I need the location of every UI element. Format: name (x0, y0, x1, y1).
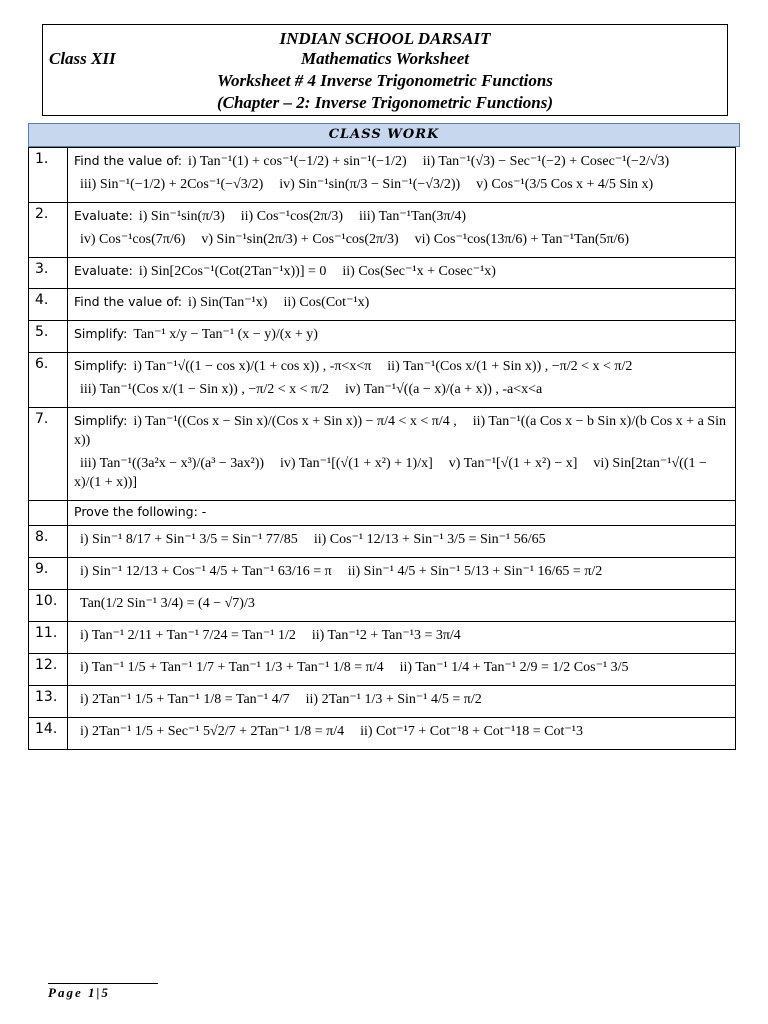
question-row (29, 289, 736, 321)
question-line (74, 153, 729, 172)
question-line (74, 455, 729, 493)
question-body (68, 622, 736, 654)
math-expression: i) Tan⁻¹ 2/11 + Tan⁻¹ 7/24 = Tan⁻¹ 1/2 (80, 628, 296, 644)
question-number: 1. (29, 148, 68, 203)
question-number: 11. (29, 622, 68, 654)
math-expression: v) Tan⁻¹[√(1 + x²) − x] (448, 455, 578, 471)
math-expression: ii) Cos(Sec⁻¹x + Cosec⁻¹x) (342, 263, 496, 279)
question-body (68, 590, 736, 622)
math-expression: v) Sin⁻¹sin(2π/3) + Cos⁻¹cos(2π/3) (201, 231, 399, 247)
question-lead: Simplify: (74, 358, 128, 374)
question-row (29, 321, 736, 353)
question-number: 9. (29, 558, 68, 590)
math-expression: vi) Sin[2tan⁻¹√((1 − x)/(1 + x))] (74, 455, 707, 490)
math-expression: i) Tan⁻¹ 1/5 + Tan⁻¹ 1/7 + Tan⁻¹ 1/3 + Tan⁻¹ 1/8 = π/4 (80, 660, 384, 676)
question-row (29, 408, 736, 501)
math-expression: iv) Tan⁻¹[(√(1 + x²) + 1)/x] (280, 455, 433, 471)
question-number: 12. (29, 654, 68, 686)
question-line (74, 595, 729, 614)
question-body (68, 353, 736, 408)
question-number: 13. (29, 685, 68, 717)
page-footer: Page 1|5 (48, 983, 158, 1001)
question-body (68, 257, 736, 289)
question-body (68, 148, 736, 203)
question-row (29, 654, 736, 686)
question-body (68, 526, 736, 558)
math-expression: iv) Tan⁻¹√((a − x)/(a + x)) , -a<x<a (344, 382, 543, 398)
question-number: 14. (29, 717, 68, 749)
question-line (74, 413, 729, 451)
question-line (74, 627, 729, 646)
question-body (68, 321, 736, 353)
question-line (74, 231, 729, 250)
question-row (29, 558, 736, 590)
question-row (29, 148, 736, 203)
question-number: 2. (29, 202, 68, 257)
question-number: 10. (29, 590, 68, 622)
question-number: 8. (29, 526, 68, 558)
math-expression: ii) Tan⁻¹(√3) − Sec⁻¹(−2) + Cosec⁻¹(−2/√3) (422, 154, 670, 169)
math-expression: iii) Sin⁻¹(−1/2) + 2Cos⁻¹(−√3/2) (80, 176, 264, 192)
math-expression: vi) Cos⁻¹cos(13π/6) + Tan⁻¹Tan(5π/6) (414, 231, 630, 247)
math-expression: i) 2Tan⁻¹ 1/5 + Sec⁻¹ 5√2/7 + 2Tan⁻¹ 1/8 = π/4 (80, 723, 345, 739)
math-expression: v) Cos⁻¹(3/5 Cos x + 4/5 Sin x) (476, 176, 654, 192)
question-row (29, 257, 736, 289)
question-line (74, 326, 729, 345)
math-expression: i) Tan⁻¹√((1 − cos x)/(1 + cos x)) , -π<x<π (133, 359, 372, 375)
question-number: 5. (29, 321, 68, 353)
question-line (74, 531, 729, 550)
question-row (29, 685, 736, 717)
math-expression: iii) Tan⁻¹Tan(3π/4) (359, 208, 467, 224)
question-line (74, 563, 729, 582)
question-body (68, 202, 736, 257)
question-number: 3. (29, 257, 68, 289)
math-expression: ii) Cot⁻¹7 + Cot⁻¹8 + Cot⁻¹18 = Cot⁻¹3 (360, 723, 583, 739)
math-expression: ii) 2Tan⁻¹ 1/3 + Sin⁻¹ 4/5 = π/2 (305, 691, 482, 707)
question-lead: Evaluate: (74, 262, 133, 278)
math-expression: iii) Tan⁻¹((3a²x − x³)/(a³ − 3ax²)) (80, 455, 265, 471)
question-line (74, 659, 729, 678)
question-row (29, 202, 736, 257)
question-lead: Find the value of: (74, 294, 183, 310)
question-line (74, 176, 729, 195)
question-lead: Evaluate: (74, 207, 133, 223)
questions-table (28, 147, 736, 750)
question-line (74, 358, 729, 377)
math-expression: i) Sin(Tan⁻¹x) (188, 295, 268, 311)
section-title-bar: CLASS WORK (28, 123, 740, 147)
question-number (29, 500, 68, 526)
question-body (68, 289, 736, 321)
question-number: 4. (29, 289, 68, 321)
worksheet-header (42, 24, 728, 116)
math-expression: Tan(1/2 Sin⁻¹ 3/4) = (4 − √7)/3 (80, 596, 255, 612)
question-body (68, 717, 736, 749)
question-line (74, 381, 729, 400)
math-expression: i) Sin⁻¹ 8/17 + Sin⁻¹ 3/5 = Sin⁻¹ 77/85 (80, 532, 298, 548)
question-row (29, 526, 736, 558)
subject-title: Mathematics Worksheet (301, 49, 469, 68)
math-expression: ii) Tan⁻¹((a Cos x − b Sin x)/(b Cos x + a Sin x)) (74, 414, 726, 448)
question-body (68, 408, 736, 501)
math-expression: i) Sin[2Cos⁻¹(Cot(2Tan⁻¹x))] = 0 (138, 263, 327, 279)
question-row (29, 353, 736, 408)
math-expression: ii) Cos⁻¹ 12/13 + Sin⁻¹ 3/5 = Sin⁻¹ 56/65 (313, 532, 546, 548)
math-expression: iv) Sin⁻¹sin(π/3 − Sin⁻¹(−√3/2)) (279, 176, 461, 192)
question-lead: Simplify: (74, 413, 128, 429)
question-body (68, 500, 736, 526)
question-body (68, 685, 736, 717)
math-expression: ii) Cos⁻¹cos(2π/3) (240, 208, 344, 224)
math-expression: ii) Sin⁻¹ 4/5 + Sin⁻¹ 5/13 + Sin⁻¹ 16/65 = π/2 (347, 564, 603, 580)
question-lead: Prove the following: - (74, 503, 207, 519)
question-lead: Simplify: (74, 326, 128, 342)
question-body (68, 558, 736, 590)
math-expression: Tan⁻¹ x/y − Tan⁻¹ (x − y)/(x + y) (133, 327, 318, 343)
question-row (29, 590, 736, 622)
question-body (68, 654, 736, 686)
question-line (74, 208, 729, 227)
math-expression: ii) Tan⁻¹2 + Tan⁻¹3 = 3π/4 (311, 628, 461, 644)
math-expression: i) Tan⁻¹((Cos x − Sin x)/(Cos x + Sin x)) − π/4 < x < π/4 , (133, 414, 457, 430)
question-line (74, 263, 729, 282)
math-expression: iii) Tan⁻¹(Cos x/(1 − Sin x)) , −π/2 < x < π/2 (80, 382, 329, 398)
math-expression: ii) Tan⁻¹ 1/4 + Tan⁻¹ 2/9 = 1/2 Cos⁻¹ 3/5 (399, 660, 629, 676)
chapter-title: (Chapter – 2: Inverse Trigonometric Functions) (216, 93, 554, 112)
math-expression: iv) Cos⁻¹cos(7π/6) (80, 231, 186, 247)
question-row (29, 500, 736, 526)
question-line (74, 723, 729, 742)
math-expression: ii) Cos(Cot⁻¹x) (283, 295, 370, 311)
question-line (74, 294, 729, 313)
question-number: 6. (29, 353, 68, 408)
math-expression: i) 2Tan⁻¹ 1/5 + Tan⁻¹ 1/8 = Tan⁻¹ 4/7 (80, 691, 290, 707)
school-name: INDIAN SCHOOL DARSAIT (279, 29, 491, 48)
question-number: 7. (29, 408, 68, 501)
question-row (29, 622, 736, 654)
worksheet-title: Worksheet # 4 Inverse Trigonometric Functions (217, 71, 553, 90)
math-expression: i) Sin⁻¹ 12/13 + Cos⁻¹ 4/5 + Tan⁻¹ 63/16 = π (80, 564, 332, 580)
question-lead: Find the value of: (74, 153, 183, 168)
math-expression: i) Tan⁻¹(1) + cos⁻¹(−1/2) + sin⁻¹(−1/2) (188, 154, 407, 169)
question-row (29, 717, 736, 749)
question-line (74, 691, 729, 710)
math-expression: ii) Tan⁻¹(Cos x/(1 + Sin x)) , −π/2 < x < π/2 (387, 359, 633, 375)
class-label: Class XII (49, 49, 116, 68)
math-expression: i) Sin⁻¹sin(π/3) (138, 208, 225, 224)
